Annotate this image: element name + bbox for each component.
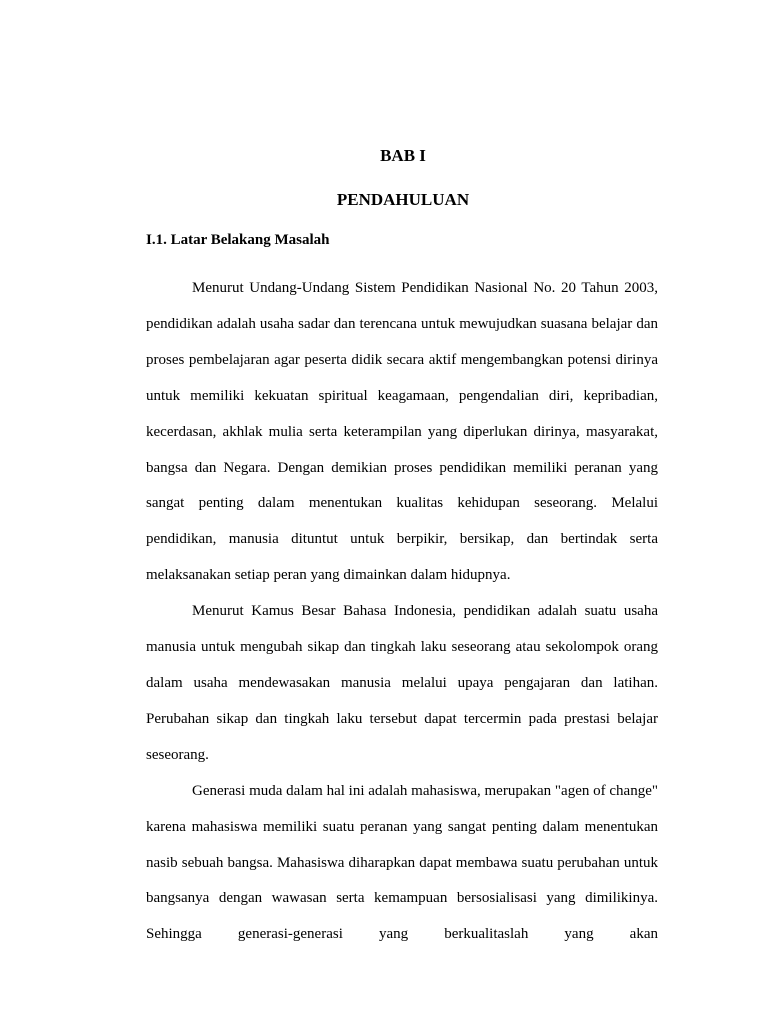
- paragraph-2-main: Menurut Kamus Besar Bahasa Indonesia, pendidikan adalah suatu usaha manusia untuk mengubah sikap dan tingkah laku seseorang atau sekolompok orang dalam usaha mendewasakan manusia melalui upaya pengajaran dan latihan. Perubahan sikap dan tingkah laku tersebut dapat tercermin pada prestasi belajar: [146, 603, 658, 727]
- paragraph-1: [146, 271, 658, 594]
- paragraph-1-last-line: melaksanakan setiap peran yang dimainkan dalam hidupnya.: [146, 567, 511, 584]
- paragraph-2-last-line: seseorang.: [146, 746, 209, 763]
- paragraph-3-main: Generasi muda dalam hal ini adalah mahasiswa, merupakan "agen of change" karena mahasiswa memiliki suatu peranan yang sangat penting dalam menentukan nasib sebuah bangsa. Mahasiswa diharapkan dapat membawa suatu perubahan untuk bangsanya dengan wawasan serta kemampuan bersosialisasi yang dimilikinya. Sehingga generasi-generasi yang berkualitaslah yang akan: [146, 782, 658, 943]
- paragraph-3: [146, 774, 658, 954]
- paragraph-1-main: Menurut Undang-Undang Sistem Pendidikan Nasional No. 20 Tahun 2003, pendidikan adalah usaha sadar dan terencana untuk mewujudkan suasana belajar dan proses pembelajaran agar peserta didik secara aktif mengembangkan potensi dirinya untuk memiliki kekuatan spiritual keagamaan, pengendalian diri, kepribadian, kecerdasan, akhlak mulia serta keterampilan yang diperlukan dirinya, masyarakat, bangsa dan Negara. Dengan demikian proses pendidikan memiliki peranan yang sangat penting dalam menentukan kualitas kehidupan seseorang. Melalui pendidikan, manusia dituntut untuk berpikir, bersikap, dan bertindak serta: [146, 280, 658, 548]
- section-heading: I.1. Latar Belakang Masalah: [146, 232, 330, 248]
- chapter-title: PENDAHULUAN: [336, 190, 470, 209]
- chapter-number: BAB I: [380, 146, 426, 165]
- paragraph-2: [146, 594, 658, 774]
- body-text: [146, 271, 658, 953]
